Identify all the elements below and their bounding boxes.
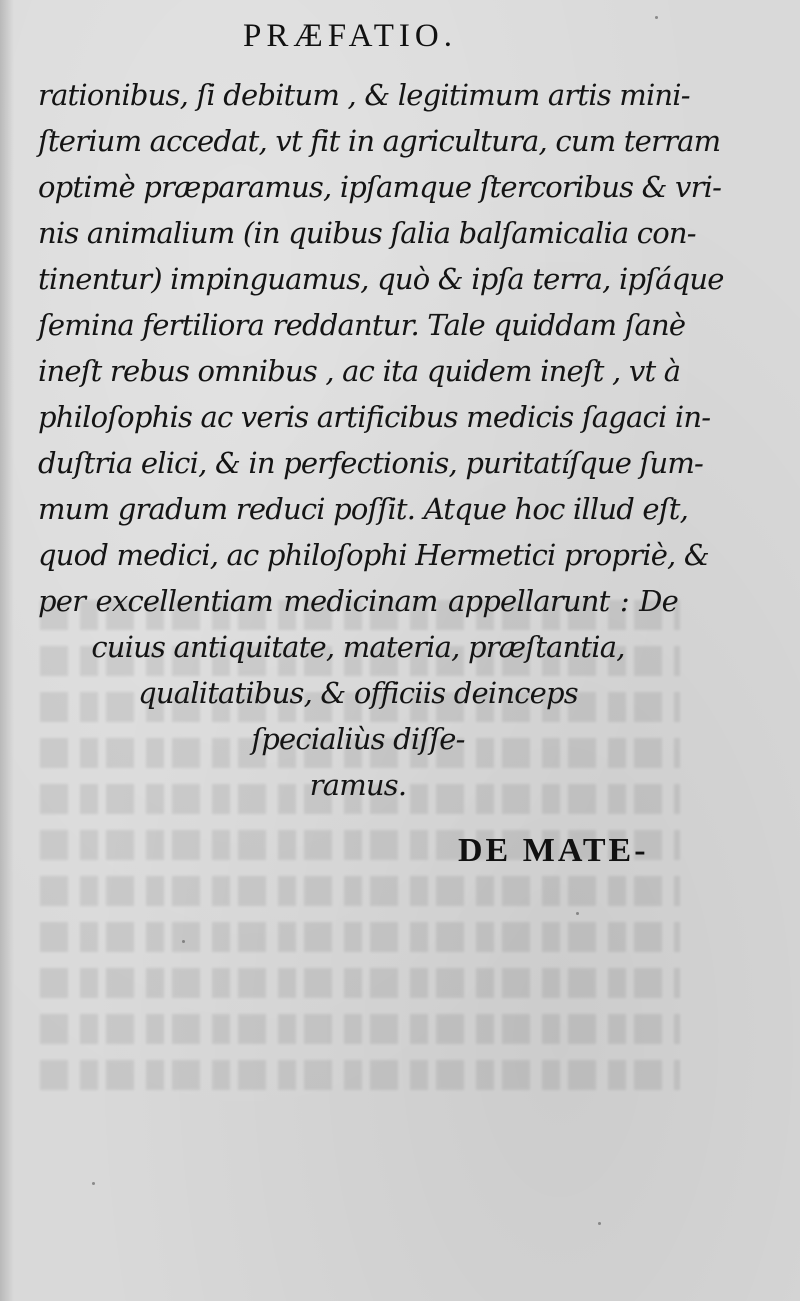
text-line: optimè præparamus, ipſamque ſtercoribus & vri- <box>38 170 722 204</box>
text-line: per excellentiam medicinam appellarunt : De <box>38 584 678 618</box>
paper-speck <box>576 912 579 915</box>
text-line: nis animalium (in quibus ſalia balſamicalia con- <box>38 216 696 250</box>
text-line: ſterium accedat, vt fit in agricultura, cum terram <box>38 124 721 158</box>
text-line-centered: cuius antiquitate, materia, præſtantia, <box>91 630 625 664</box>
text-line: philoſophis ac veris artificibus medicis ſagaci in- <box>38 400 711 434</box>
paper-speck <box>598 1222 601 1225</box>
text-line: quod medici, ac philoſophi Hermetici propriè, & <box>38 538 709 572</box>
text-line: tinentur) impinguamus, quò & ipſa terra, ipſáque <box>38 262 724 296</box>
body-text <box>38 72 724 808</box>
text-line: ineſt rebus omnibus , ac ita quidem ineſt , vt à <box>38 354 681 388</box>
text-line: mum gradum reduci poſſit. Atque hoc illud eſt, <box>38 492 688 526</box>
paper-speck <box>182 940 185 943</box>
paper-speck <box>92 1182 95 1185</box>
text-line: ſemina fertiliora reddantur. Tale quiddam ſanè <box>38 308 686 342</box>
text-line-centered: ſpecialiùs diſſe- <box>251 722 465 756</box>
text-line: rationibus, ſi debitum , & legitimum artis mini- <box>38 78 690 112</box>
paper-speck <box>655 16 658 19</box>
page-gutter-shadow <box>0 0 14 1301</box>
text-line-centered: ramus. <box>309 768 407 802</box>
catchword: DE MATE- <box>458 832 649 869</box>
text-line-centered: qualitatibus, & officiis deinceps <box>138 676 578 710</box>
text-line: duſtria elici, & in perfectionis, puritatíſque ſum- <box>38 446 704 480</box>
running-head: PRÆFATIO. <box>242 18 457 54</box>
